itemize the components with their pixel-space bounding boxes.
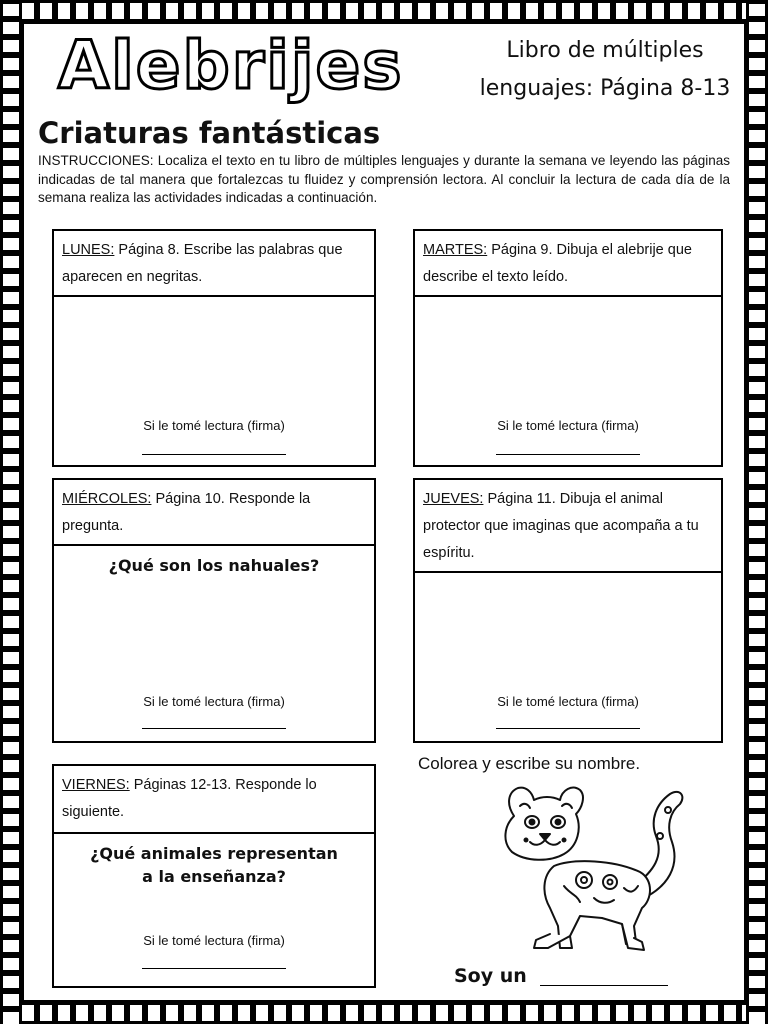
viernes-header (54, 766, 374, 834)
frame-right-border (746, 0, 768, 1024)
viernes-box (52, 764, 376, 988)
martes-signature-label: Si le tomé lectura (firma) (497, 418, 639, 433)
jueves-header (415, 480, 721, 573)
page-title: Alebrijes (58, 27, 404, 104)
coloring-instruction: Colorea y escribe su nombre. (418, 754, 641, 773)
miercoles-header (54, 480, 374, 546)
martes-box (413, 229, 723, 467)
viernes-day-label: VIERNES: (62, 777, 130, 793)
frame-bottom-border (0, 1002, 768, 1024)
viernes-question-line-2: a la enseñanza? (142, 867, 286, 886)
lunes-header (54, 231, 374, 297)
soy-un-label: Soy un (454, 965, 527, 987)
jaguar-alebrije-coloring-icon[interactable] (484, 776, 696, 958)
book-reference-line-2: lenguajes: Página 8-13 (479, 76, 731, 101)
lunes-task: Página 8. Escribe las palabras que aparecen en negritas. (62, 242, 343, 285)
animal-name-line[interactable] (540, 985, 668, 986)
jueves-signature-label: Si le tomé lectura (firma) (497, 694, 639, 709)
viernes-signature-line[interactable] (142, 968, 286, 969)
lunes-day-label: LUNES: (62, 242, 115, 258)
viernes-signature-label: Si le tomé lectura (firma) (143, 933, 285, 948)
miercoles-question: ¿Qué son los nahuales? (108, 556, 320, 575)
jueves-task: Página 11. Dibuja el animal protector que imaginas que acompaña a tu espíritu. (423, 491, 699, 561)
book-reference-line-1: Libro de múltiples (506, 38, 704, 63)
jueves-day-label: JUEVES: (423, 491, 484, 507)
martes-task: Página 9. Dibuja el alebrije que describe el texto leído. (423, 242, 692, 285)
miercoles-day-label: MIÉRCOLES: (62, 491, 152, 507)
jueves-signature-line[interactable] (496, 728, 640, 729)
lunes-signature-line[interactable] (142, 454, 286, 455)
jueves-box (413, 478, 723, 743)
viernes-task: Páginas 12-13. Responde lo siguiente. (62, 777, 317, 820)
frame-top-border (0, 0, 768, 22)
martes-signature-line[interactable] (496, 454, 640, 455)
miercoles-signature-label: Si le tomé lectura (firma) (143, 694, 285, 709)
viernes-question (54, 842, 374, 888)
martes-header (415, 231, 721, 297)
miercoles-box (52, 478, 376, 743)
book-reference (470, 32, 740, 108)
frame-left-border (0, 0, 22, 1024)
martes-day-label: MARTES: (423, 242, 488, 258)
miercoles-task: Página 10. Responde la pregunta. (62, 491, 311, 534)
instructions-text: INSTRUCCIONES: Localiza el texto en tu libro de múltiples lenguajes y durante la semana ve leyendo las páginas indicadas de tal manera que fortalezcas tu fluidez y comprensión lectora. Al concluir la lectura de cada día de la semana realiza las actividades indicadas a continuación. (38, 153, 730, 205)
lunes-box (52, 229, 376, 467)
viernes-question-line-1: ¿Qué animales representan (90, 844, 338, 863)
lunes-signature-label: Si le tomé lectura (firma) (143, 418, 285, 433)
subtitle: Criaturas fantásticas (38, 116, 381, 150)
miercoles-signature-line[interactable] (142, 728, 286, 729)
